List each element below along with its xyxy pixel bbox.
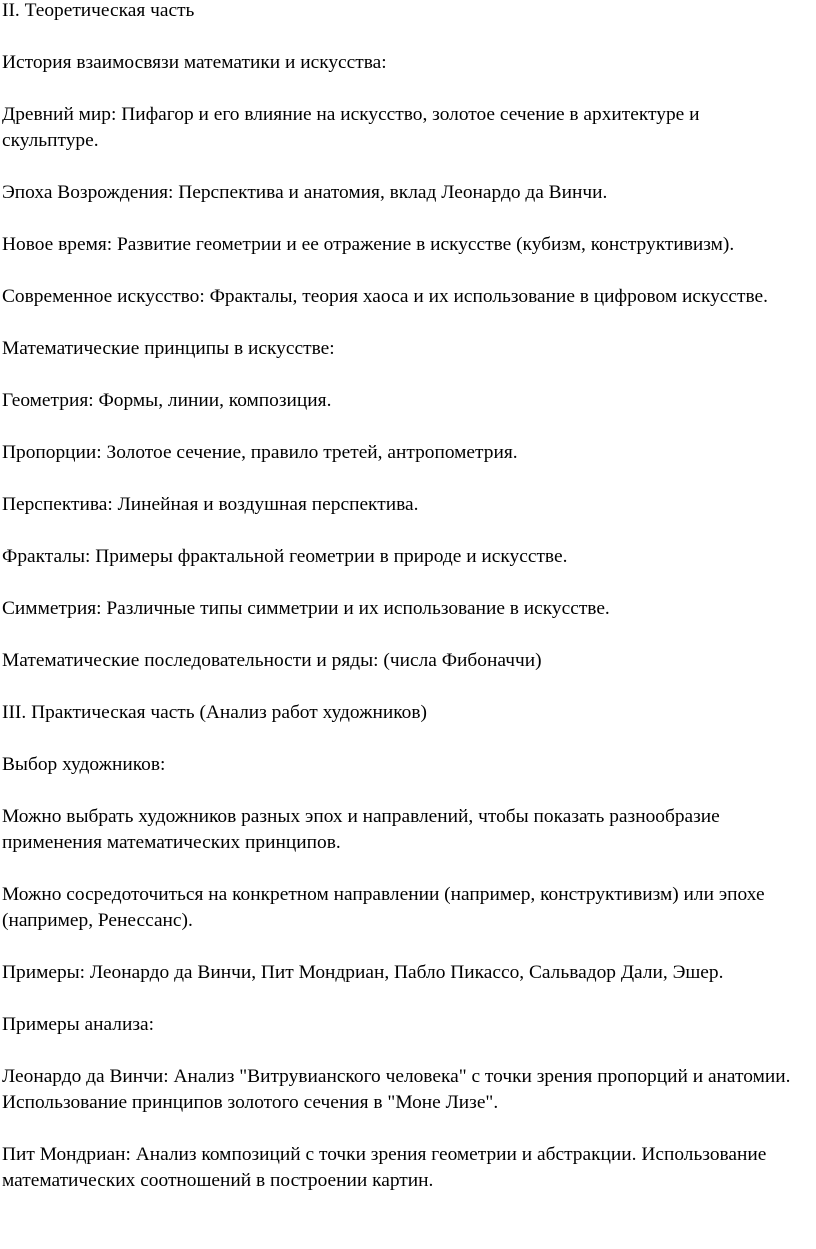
paragraph-proportions: Пропорции: Золотое сечение, правило третей, антропометрия. xyxy=(2,442,518,463)
paragraph-contemporary-art: Современное искусство: Фракталы, теория хаоса и их использование в цифровом искусстве. xyxy=(2,286,768,307)
paragraph-modern-era: Новое время: Развитие геометрии и ее отражение в искусстве (кубизм, конструктивизм). xyxy=(2,234,735,255)
paragraph-artist-examples: Примеры: Леонардо да Винчи, Пит Мондриан, Пабло Пикассо, Сальвадор Дали, Эшер. xyxy=(2,962,724,983)
section-heading-theory: II. Теоретическая часть xyxy=(2,0,195,21)
section-heading-practice: III. Практическая часть (Анализ работ художников) xyxy=(2,702,427,723)
subheading-artist-choice: Выбор художников: xyxy=(2,754,166,775)
paragraph-leonardo-analysis: Леонардо да Винчи: Анализ "Витрувианского человека" с точки зрения пропорций и анатомии. Использование принципов золотого сечения в "Моне Лизе". xyxy=(2,1066,791,1113)
subheading-math-principles: Математические принципы в искусстве: xyxy=(2,338,335,359)
paragraph-perspective: Перспектива: Линейная и воздушная перспектива. xyxy=(2,494,419,515)
paragraph-geometry: Геометрия: Формы, линии, композиция. xyxy=(2,390,332,411)
subheading-analysis-examples: Примеры анализа: xyxy=(2,1014,154,1035)
paragraph-symmetry: Симметрия: Различные типы симметрии и их использование в искусстве. xyxy=(2,598,610,619)
paragraph-ancient-world: Древний мир: Пифагор и его влияние на искусство, золотое сечение в архитектуре и скульптуре. xyxy=(2,104,700,151)
paragraph-renaissance: Эпоха Возрождения: Перспектива и анатомия, вклад Леонардо да Винчи. xyxy=(2,182,608,203)
paragraph-mondrian-analysis: Пит Мондриан: Анализ композиций с точки зрения геометрии и абстракции. Использование математических соотношений в построении картин. xyxy=(2,1144,767,1191)
subheading-history: История взаимосвязи математики и искусства: xyxy=(2,52,387,73)
paragraph-choose-eras: Можно выбрать художников разных эпох и направлений, чтобы показать разнообразие применения математических принципов. xyxy=(2,806,720,853)
paragraph-focus-direction: Можно сосредоточиться на конкретном направлении (например, конструктивизм) или эпохе (например, Ренессанс). xyxy=(2,884,765,931)
paragraph-fractals: Фракталы: Примеры фрактальной геометрии в природе и искусстве. xyxy=(2,546,568,567)
paragraph-sequences: Математические последовательности и ряды: (числа Фибоначчи) xyxy=(2,650,542,671)
